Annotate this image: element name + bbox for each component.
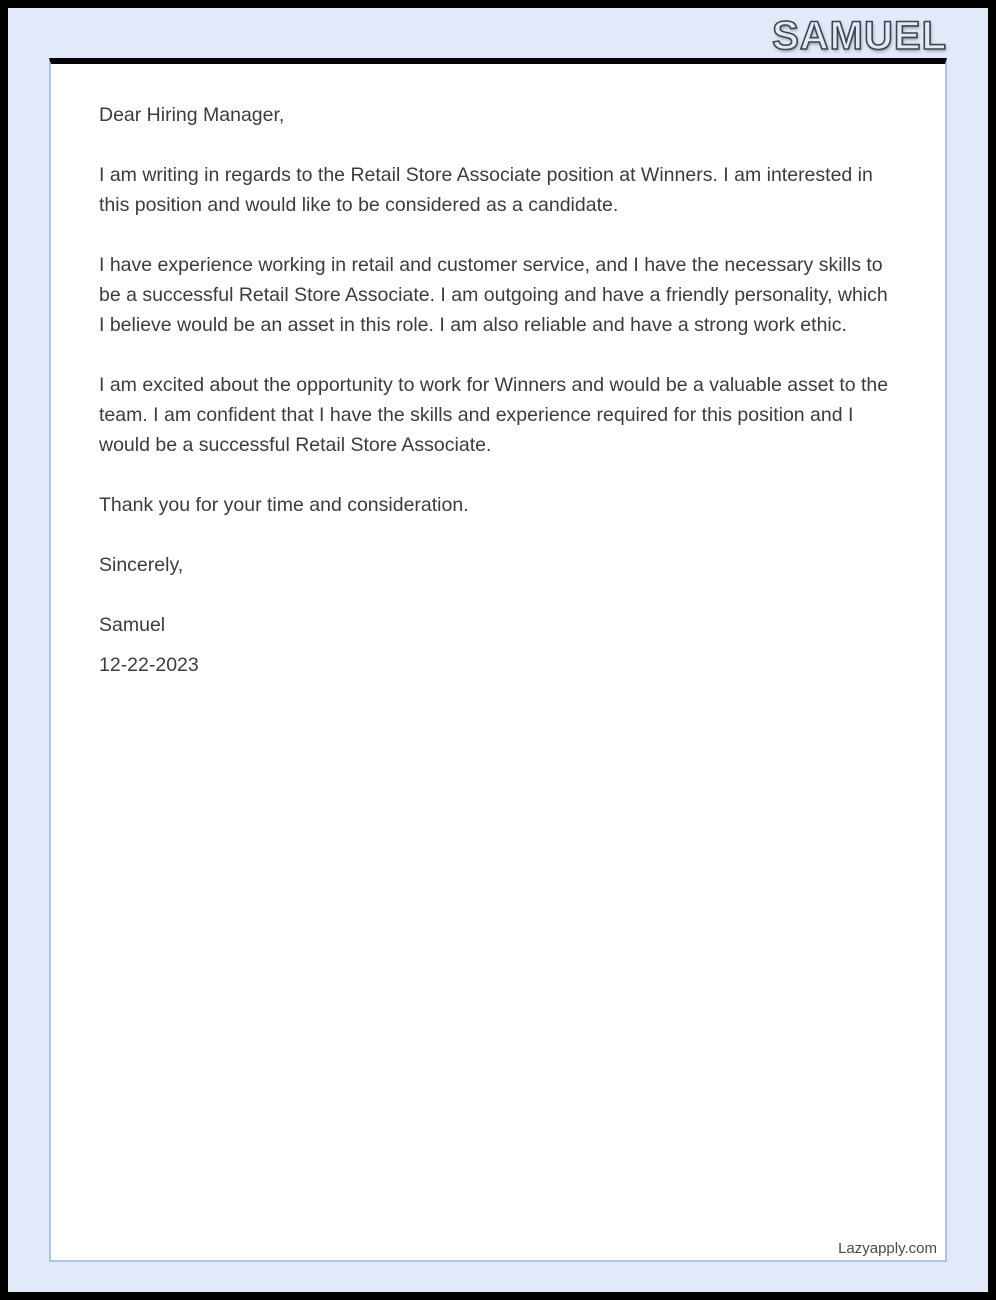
letterhead (49, 8, 947, 58)
cover-letter-document (49, 58, 947, 1262)
paragraph-enthusiasm: I am excited about the opportunity to work for Winners and would be a valuable asset to the team. I am confident that I have the skills and experience required for this position and I would be a successful Retail Store Associate. (99, 374, 889, 456)
brand-wordmark: SAMUEL (772, 14, 947, 58)
paragraph-thanks: Thank you for your time and consideration. (99, 494, 469, 516)
closing: Sincerely, (99, 554, 184, 576)
signature-name: Samuel (99, 614, 166, 636)
salutation: Dear Hiring Manager, (99, 104, 285, 126)
letter-date: 12-22-2023 (99, 654, 199, 676)
paragraph-experience: I have experience working in retail and customer service, and I have the necessary skills to be a successful Retail Store Associate. I am outgoing and have a friendly personality, which I believe would be an asset in this role. I am also reliable and have a strong work ethic. (99, 254, 888, 336)
watermark-link: Lazyapply.com (838, 1240, 937, 1257)
paragraph-intro: I am writing in regards to the Retail Store Associate position at Winners. I am interested in this position and would like to be considered as a candidate. (99, 164, 873, 216)
